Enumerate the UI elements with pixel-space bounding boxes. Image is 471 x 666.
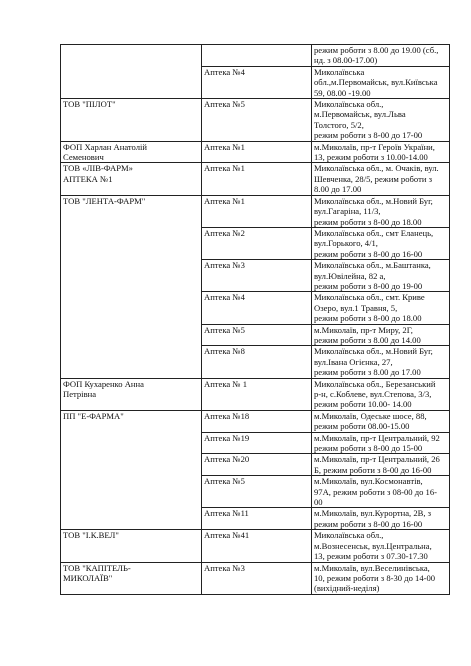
organization-name-line: МИКОЛАЇВ" xyxy=(63,572,113,583)
pharmacy-cell xyxy=(202,260,312,292)
pharmacy-cell xyxy=(202,163,312,195)
pharmacy-table-body xyxy=(61,45,450,595)
address-cell xyxy=(312,378,450,410)
organization-cell xyxy=(61,562,202,594)
address-cell xyxy=(312,508,450,530)
table-row xyxy=(61,410,450,432)
address-line: Миколаївська xyxy=(314,66,365,77)
address-line: режим роботи з 8-00 до 16-00 xyxy=(314,248,423,259)
address-cell xyxy=(312,227,450,259)
address-line: Миколаївська обл., смт. Криве xyxy=(314,292,425,303)
organization-name-line: ТОВ "ЛЕНТА-ФАРМ" xyxy=(63,195,146,206)
organization-cell xyxy=(61,195,202,378)
pharmacy-number: Аптека № 1 xyxy=(204,378,248,389)
address-line: режим роботи з 8.00 до 19.00 (сб., xyxy=(314,45,439,55)
pharmacy-cell xyxy=(202,410,312,432)
address-line: (вихідний-неділя) xyxy=(314,583,380,594)
pharmacy-cell xyxy=(202,324,312,346)
pharmacy-cell xyxy=(202,454,312,476)
organization-name-line: ТОВ «ЛІВ-ФАРМ» xyxy=(63,163,133,174)
table-row xyxy=(61,562,450,594)
address-line: м.Миколаїв, вул.Веселинівська, xyxy=(314,562,430,573)
pharmacy-cell xyxy=(202,508,312,530)
pharmacy-table xyxy=(60,44,450,595)
address-cell xyxy=(312,260,450,292)
address-line: м.Миколаїв, пр-т Центральний, 92 xyxy=(314,432,440,443)
pharmacy-cell xyxy=(202,562,312,594)
address-cell xyxy=(312,324,450,346)
address-line: Шевченка, 28/5, режим роботи з xyxy=(314,173,432,184)
table-row xyxy=(61,45,450,67)
address-cell xyxy=(312,530,450,562)
address-line: режим роботи з 8-00 до 15-00 xyxy=(314,443,423,454)
organization-name-line: ТОВ "ПІЛОТ" xyxy=(63,99,116,110)
address-line: режим роботи з 8.00 до 17.00 xyxy=(314,367,421,378)
pharmacy-number: Аптека №1 xyxy=(204,163,245,174)
organization-name-line: АПТЕКА №1 xyxy=(63,173,113,184)
organization-cell xyxy=(61,530,202,562)
address-line: режим роботи з 8-00 до 16-00 xyxy=(314,518,423,529)
address-line: нд. з 08.00-17.00) xyxy=(314,55,378,66)
address-cell xyxy=(312,99,450,142)
address-line: режим роботи 08.00-15.00 xyxy=(314,421,410,432)
pharmacy-cell xyxy=(202,195,312,227)
table-row xyxy=(61,530,450,562)
organization-cell xyxy=(61,141,202,163)
address-line: Толстого, 5/2, xyxy=(314,119,364,130)
pharmacy-number: Аптека №41 xyxy=(204,530,250,541)
organization-cell xyxy=(61,378,202,410)
table-row xyxy=(61,163,450,195)
address-line: обл.,м.Первомайськ, вул.Київська xyxy=(314,77,438,88)
pharmacy-cell xyxy=(202,346,312,378)
pharmacy-number: Аптека №3 xyxy=(204,562,245,573)
address-line: Миколаївська обл., м. Очаків, вул. xyxy=(314,163,439,174)
table-row xyxy=(61,141,450,163)
address-line: Озеро, вул.1 Травня, 5, xyxy=(314,302,398,313)
address-line: Миколаївська обл., смт Еланець, xyxy=(314,227,434,238)
pharmacy-cell xyxy=(202,432,312,454)
pharmacy-number: Аптека №20 xyxy=(204,454,250,465)
pharmacy-cell xyxy=(202,227,312,259)
address-line: 97А, режим роботи з 08-00 до 16- xyxy=(314,486,437,497)
address-cell xyxy=(312,292,450,324)
organization-name-line: Семенович xyxy=(63,152,104,163)
address-cell xyxy=(312,45,450,67)
pharmacy-number: Аптека №3 xyxy=(204,260,245,271)
pharmacy-number: Аптека №2 xyxy=(204,227,245,238)
address-line: Миколаївська обл., xyxy=(314,530,384,541)
organization-name-line: ФОП Кухаренко Анна xyxy=(63,378,144,389)
address-cell xyxy=(312,66,450,98)
address-line: м.Вознесенськ, вул.Центральна, xyxy=(314,540,432,551)
address-line: 59, 08.00 -19.00 xyxy=(314,87,371,98)
address-line: м.Миколаїв, пр-т Героїв України, xyxy=(314,141,435,152)
address-cell xyxy=(312,410,450,432)
address-line: вул.Гагаріна, 11/3, xyxy=(314,206,381,217)
address-line: м.Миколаїв, вул.Курортна, 2В, з xyxy=(314,508,432,519)
address-line: 8.00 до 17.00 xyxy=(314,184,362,195)
address-line: Миколаївська обл., Березанський xyxy=(314,378,436,389)
address-line: 10, режим роботи з 8-30 до 14-00 xyxy=(314,572,436,583)
address-line: режим роботи з 8-00 до 18.00 xyxy=(314,313,422,324)
table-row xyxy=(61,378,450,410)
address-cell xyxy=(312,163,450,195)
address-line: Миколаївська обл., м.Новий Буг, xyxy=(314,195,433,206)
pharmacy-cell xyxy=(202,45,312,67)
address-cell xyxy=(312,454,450,476)
address-line: вул.Горького, 4/1, xyxy=(314,238,378,249)
address-line: 00 xyxy=(314,497,323,508)
pharmacy-number: Аптека №5 xyxy=(204,324,245,335)
address-line: режим роботи з 8-00 до 18.00 xyxy=(314,216,422,227)
pharmacy-cell xyxy=(202,378,312,410)
address-line: вул.Івана Огієнка, 27, xyxy=(314,356,393,367)
pharmacy-cell xyxy=(202,476,312,508)
address-line: м.Миколаїв, вул.Космонавтів, xyxy=(314,476,423,487)
organization-name-line: ПП "Е-ФАРМА" xyxy=(63,410,124,421)
organization-cell xyxy=(61,163,202,195)
address-line: 13, режим роботи з 10.00-14.00 xyxy=(314,152,428,163)
organization-cell xyxy=(61,410,202,529)
table-row xyxy=(61,195,450,227)
address-cell xyxy=(312,141,450,163)
address-line: режим роботи 10.00- 14.00 xyxy=(314,399,412,410)
address-line: Миколаївська обл., xyxy=(314,99,384,110)
pharmacy-number: Аптека №4 xyxy=(204,66,245,77)
organization-name-line: ФОП Харлан Анатолій xyxy=(63,141,148,152)
address-line: м.Миколаїв, пр-т Миру, 2Г, xyxy=(314,324,413,335)
address-cell xyxy=(312,476,450,508)
organization-cell xyxy=(61,45,202,99)
pharmacy-number: Аптека №18 xyxy=(204,410,250,421)
organization-name-line: Петрівна xyxy=(63,389,97,399)
organization-name-line: ТОВ "КАПІТЕЛЬ- xyxy=(63,562,131,573)
pharmacy-number: Аптека №19 xyxy=(204,432,250,443)
address-line: м.Миколаїв, Одеське шосе, 88, xyxy=(314,410,427,421)
pharmacy-cell xyxy=(202,292,312,324)
pharmacy-number: Аптека №11 xyxy=(204,508,249,519)
pharmacy-number: Аптека №1 xyxy=(204,141,245,152)
address-line: режим роботи з 8.00 до 14.00 xyxy=(314,334,421,345)
address-line: р-н, с.Коблеве, вул.Степова, 3/3, xyxy=(314,389,432,399)
address-line: Миколаївська обл., м.Баштанка, xyxy=(314,260,431,271)
address-line: режим роботи з 8-00 до 17-00 xyxy=(314,130,423,141)
address-line: режим роботи з 8-00 до 19-00 xyxy=(314,280,423,291)
address-cell xyxy=(312,562,450,594)
address-line: вул.Ювілейна, 82 а, xyxy=(314,270,386,281)
table-row xyxy=(61,99,450,142)
pharmacy-cell xyxy=(202,141,312,163)
address-cell xyxy=(312,432,450,454)
pharmacy-number: Аптека №8 xyxy=(204,346,245,357)
pharmacy-cell xyxy=(202,66,312,98)
organization-name-line: ТОВ "І.К.ВЕЛ" xyxy=(63,530,119,541)
organization-cell xyxy=(61,99,202,142)
pharmacy-cell xyxy=(202,99,312,142)
address-line: м.Миколаїв, пр-т Центральний, 26 xyxy=(314,454,440,465)
address-line: Б, режим роботи з 8-00 до 16-00 xyxy=(314,464,432,475)
pharmacy-number: Аптека №4 xyxy=(204,292,245,303)
pharmacy-cell xyxy=(202,530,312,562)
address-line: 13, режим роботи з 07.30-17.30 xyxy=(314,551,428,562)
address-cell xyxy=(312,346,450,378)
address-line: Миколаївська обл., м.Новий Буг, xyxy=(314,346,433,357)
pharmacy-number: Аптека №1 xyxy=(204,195,245,206)
address-cell xyxy=(312,195,450,227)
pharmacy-number: Аптека №5 xyxy=(204,99,245,110)
address-line: м.Первомайськ, вул.Льва xyxy=(314,109,406,120)
pharmacy-number: Аптека №5 xyxy=(204,476,245,487)
